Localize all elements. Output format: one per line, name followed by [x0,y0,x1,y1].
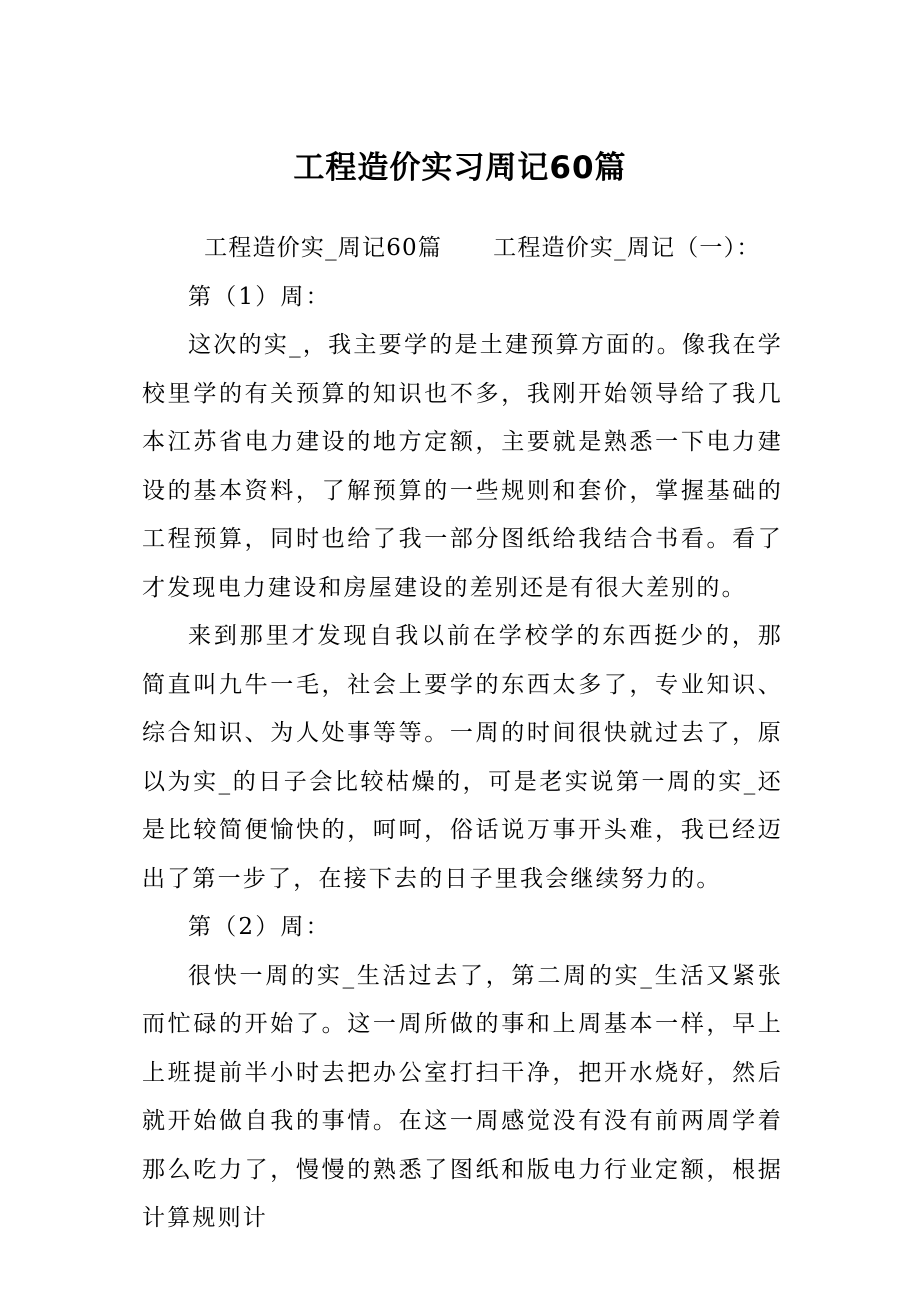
week1-heading: 第（1）周： [188,283,331,310]
week2-heading: 第（2）周： [188,914,331,940]
document-body [142,224,783,1243]
week2-paragraph-1: 很快一周的实_生活过去了，第二周的实_生活又紧张而忙碌的开始了。这一周所做的事和上周基本一样，早上上班提前半小时去把办公室打扫干净，把开水烧好，然后就开始做自我的事情。在这一周感觉没有没有前两周学着那么吃力了，慢慢的熟悉了图纸和版电力行业定额，根据计算规则计 [142,962,783,1231]
week1-paragraph-1: 这次的实_，我主要学的是土建预算方面的。像我在学校里学的有关预算的知识也不多，我刚开始领导给了我几本江苏省电力建设的地方定额，主要就是熟悉一下电力建设的基本资料，了解预算的一些规则和套价，掌握基础的工程预算，同时也给了我一部分图纸给我结合书看。看了才发现电力建设和房屋建设的差别还是有很大差别的。 [142,332,783,601]
document-title: 工程造价实习周记60篇 [293,150,627,186]
week1-paragraph-2: 来到那里才发现自我以前在学校学的东西挺少的，那简直叫九牛一毛，社会上要学的东西太多了，专业知识、综合知识、为人处事等等。一周的时间很快就过去了，原以为实_的日子会比较枯燥的，可是老实说第一周的实_还是比较简便愉快的，呵呵，俗话说万事开头难，我已经迈出了第一步了，在接下去的日子里我会继续努力的。 [142,623,783,892]
intro-line: 工程造价实_周记60篇 工程造价实_周记（一）： [204,235,761,261]
